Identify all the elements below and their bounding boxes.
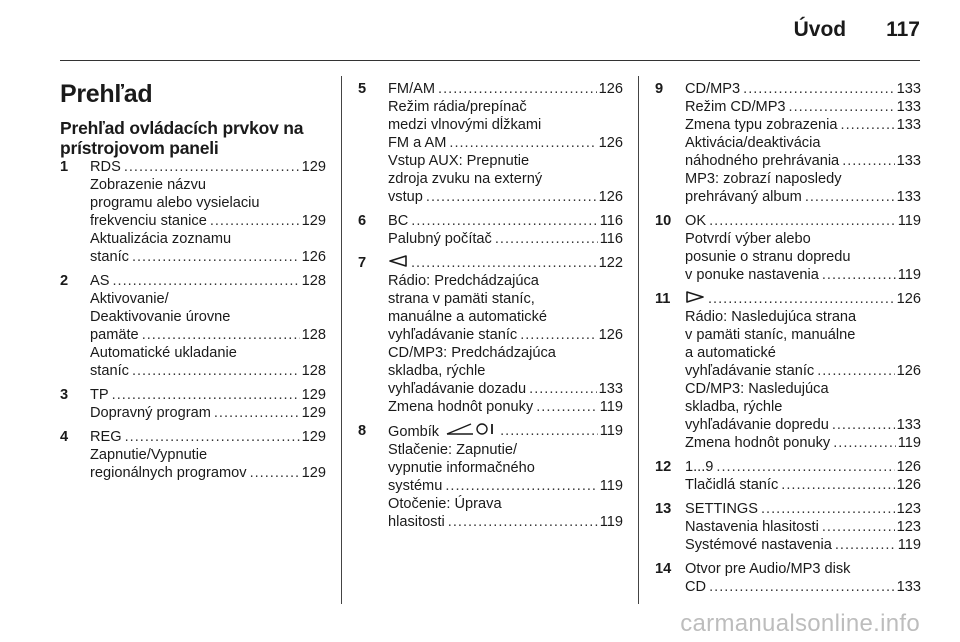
page-reference: 129 [301, 405, 326, 421]
entry-label [685, 434, 833, 452]
page-reference: 126 [896, 291, 921, 307]
toc-line [388, 188, 623, 206]
page-reference: 133 [896, 99, 921, 115]
dot-leader [448, 513, 598, 531]
entry-text: v ponuke nastavenia [685, 267, 819, 283]
entry-text: staníc [90, 249, 129, 265]
toc-line [388, 380, 623, 398]
entry-text: Zmena typu zobrazenia [685, 117, 838, 133]
entry-label [90, 272, 112, 290]
page-reference: 133 [896, 189, 921, 205]
toc-line [90, 272, 326, 290]
dot-leader [112, 272, 299, 290]
toc-line [685, 476, 921, 494]
entry-text: BC [388, 213, 409, 229]
item-lines [90, 272, 326, 380]
description-line: Otvor pre Audio/MP3 disk [685, 561, 851, 577]
item-lines [388, 212, 623, 248]
entry-label [685, 476, 781, 494]
entry-text: REG [90, 429, 122, 445]
next-triangle-icon [685, 290, 705, 308]
entry-label [685, 500, 761, 518]
toc-line [685, 362, 921, 380]
toc-line [90, 326, 326, 344]
dot-leader [743, 80, 895, 98]
description-line: Zapnutie/Vypnutie [90, 447, 208, 463]
list-item [655, 80, 921, 206]
entry-text: vstup [388, 189, 423, 205]
entry-label [388, 380, 529, 398]
dot-leader [716, 458, 894, 476]
dot-leader [822, 266, 896, 284]
column-divider [638, 76, 639, 604]
page-reference: 129 [301, 429, 326, 445]
page-reference: 133 [896, 81, 921, 97]
toc-line [90, 212, 326, 230]
item-lines [685, 560, 921, 596]
entry-label [388, 477, 445, 495]
toc-line [388, 134, 623, 152]
dot-leader [132, 362, 300, 380]
entry-label [685, 116, 841, 134]
page-reference: 128 [301, 363, 326, 379]
item-lines [685, 458, 921, 494]
page-reference: 126 [598, 189, 623, 205]
description-line: Automatické ukladanie [90, 345, 237, 361]
watermark: carmanualsonline.info [680, 610, 920, 637]
description-line: MP3: zobrazí naposledy [685, 171, 842, 187]
entry-label [685, 458, 716, 476]
entry-label [685, 416, 832, 434]
description-line: manuálne a automatické [388, 309, 548, 325]
item-number: 11 [655, 291, 671, 307]
item-number: 12 [655, 459, 672, 475]
entry-label [388, 398, 536, 416]
dot-leader [833, 434, 896, 452]
item-number: 10 [655, 213, 672, 229]
page-reference: 116 [599, 231, 623, 247]
entry-label [90, 248, 132, 266]
dot-leader [832, 416, 895, 434]
list-item [358, 422, 623, 531]
entry-text: systému [388, 478, 443, 494]
dot-leader [841, 116, 895, 134]
dot-leader [708, 290, 895, 308]
entry-text: Dopravný program [90, 405, 211, 421]
description-line: Vstup AUX: Prepnutie [388, 153, 530, 169]
item-lines [90, 158, 326, 266]
description-line: programu alebo vysielaciu [90, 195, 260, 211]
dot-leader [842, 152, 894, 170]
entry-text: vyhľadávanie dopredu [685, 417, 829, 433]
list-item [655, 500, 921, 554]
entry-text: Režim CD/MP3 [685, 99, 786, 115]
dot-leader [709, 578, 895, 596]
page-reference: 119 [897, 435, 921, 451]
dot-leader [426, 188, 597, 206]
item-number: 14 [655, 561, 672, 577]
dot-leader [449, 134, 596, 152]
entry-text: hlasitosti [388, 514, 445, 530]
toc-line [685, 152, 921, 170]
toc-line [685, 416, 921, 434]
entry-label [90, 158, 124, 176]
entry-label [388, 422, 500, 441]
description-line: CD/MP3: Predchádzajúca [388, 345, 556, 361]
page-reference: 126 [896, 477, 921, 493]
entry-text: CD/MP3 [685, 81, 741, 97]
list-item [60, 428, 326, 482]
entry-text: FM a AM [388, 135, 447, 151]
entry-text: pamäte [90, 327, 139, 343]
entry-label [685, 266, 822, 284]
entry-text: Palubný počítač [388, 231, 492, 247]
toc-line [685, 290, 921, 308]
item-number: 13 [655, 501, 672, 517]
item-number: 5 [358, 81, 367, 97]
entry-label [388, 230, 495, 248]
header-page-number: 117 [886, 18, 920, 41]
toc-line [685, 80, 921, 98]
description-line: Potvrdí výber alebo [685, 231, 811, 247]
entry-text: Tlačidlá staníc [685, 477, 779, 493]
dot-leader [817, 362, 894, 380]
page-reference: 126 [598, 81, 623, 97]
entry-label [90, 326, 142, 344]
dot-leader [495, 230, 598, 248]
entry-list [60, 158, 326, 482]
entry-label [685, 188, 805, 206]
entry-text: regionálnych programov [90, 465, 247, 481]
item-number: 1 [60, 159, 69, 175]
toc-line [90, 386, 326, 404]
entry-text: Gombík [388, 423, 440, 440]
list-item [655, 212, 921, 284]
dot-leader [822, 518, 895, 536]
page-header [794, 18, 920, 48]
item-lines [90, 428, 326, 482]
toc-line [90, 158, 326, 176]
page-reference: 119 [897, 537, 921, 553]
column-2 [358, 80, 623, 537]
page-reference: 119 [599, 514, 623, 530]
toc-line [685, 212, 921, 230]
item-lines [388, 254, 623, 416]
dot-leader [835, 536, 896, 554]
entry-text: Nastavenia hlasitosti [685, 519, 819, 535]
dot-leader [761, 500, 895, 518]
toc-line [685, 578, 921, 596]
dot-leader [250, 464, 300, 482]
toc-line [90, 464, 326, 482]
entry-label [685, 80, 743, 98]
toc-line [388, 212, 623, 230]
entry-text: FM/AM [388, 81, 436, 97]
page-reference: 126 [598, 135, 623, 151]
dot-leader [438, 80, 597, 98]
page-reference: 119 [897, 213, 921, 229]
page-reference: 133 [896, 579, 921, 595]
page-reference: 123 [896, 519, 921, 535]
item-number: 7 [358, 255, 367, 271]
toc-line [90, 404, 326, 422]
entry-label [90, 404, 214, 422]
toc-line [388, 477, 623, 495]
item-lines [685, 80, 921, 206]
entry-list [655, 80, 921, 596]
subsection-title-line: Prehľad ovládacích prvkov na [60, 118, 304, 138]
item-number: 3 [60, 387, 69, 403]
entry-text: RDS [90, 159, 121, 175]
list-item [655, 290, 921, 452]
toc-line [685, 116, 921, 134]
subsection-title-line: prístrojovom paneli [60, 138, 219, 158]
dot-leader [445, 477, 597, 495]
toc-line [388, 254, 623, 272]
toc-line [685, 98, 921, 116]
description-line: skladba, rýchle [685, 399, 783, 415]
page-reference: 133 [896, 153, 921, 169]
description-line: zdroja zvuku na externý [388, 171, 543, 187]
description-line: Otočenie: Úprava [388, 496, 502, 512]
dot-leader [709, 212, 896, 230]
dot-leader [124, 158, 300, 176]
column-3 [655, 80, 921, 602]
description-line: Stlačenie: Zapnutie/ [388, 442, 517, 458]
description-line: medzi vlnovými dĺžkami [388, 117, 542, 133]
page-reference: 119 [599, 423, 623, 439]
page-reference: 133 [896, 417, 921, 433]
dot-leader [411, 212, 597, 230]
entry-text: TP [90, 387, 109, 403]
description-line: v pamäti staníc, manuálne [685, 327, 856, 343]
list-item [60, 386, 326, 422]
toc-line [388, 398, 623, 416]
entry-label [388, 188, 426, 206]
page-reference: 119 [897, 267, 921, 283]
entry-text: OK [685, 213, 707, 229]
entry-text: Zmena hodnôt ponuky [388, 399, 534, 415]
item-number: 9 [655, 81, 664, 97]
description-line: Zobrazenie názvu [90, 177, 207, 193]
page-reference: 119 [599, 399, 623, 415]
column-1 [60, 80, 326, 488]
toc-line [685, 500, 921, 518]
toc-line [90, 428, 326, 446]
entry-text: Zmena hodnôt ponuky [685, 435, 831, 451]
description-line: skladba, rýchle [388, 363, 486, 379]
entry-text: staníc [90, 363, 129, 379]
description-line: CD/MP3: Nasledujúca [685, 381, 829, 397]
toc-line [685, 518, 921, 536]
item-lines [685, 500, 921, 554]
dot-leader [411, 254, 597, 272]
entry-label [685, 536, 835, 554]
toc-line [685, 188, 921, 206]
item-lines [388, 80, 623, 206]
page-reference: 122 [598, 255, 623, 271]
page-reference: 133 [598, 381, 623, 397]
item-lines [685, 290, 921, 452]
page-reference: 123 [896, 501, 921, 517]
entry-label [685, 152, 842, 170]
description-line: a automatické [685, 345, 776, 361]
toc-line [388, 513, 623, 531]
dot-leader [789, 98, 895, 116]
entry-label [90, 464, 250, 482]
dot-leader [142, 326, 300, 344]
page-reference: 126 [301, 249, 326, 265]
header-title: Úvod [793, 18, 847, 41]
page-reference: 126 [896, 459, 921, 475]
toc-line [90, 362, 326, 380]
entry-text: 1...9 [685, 459, 714, 475]
entry-list [358, 80, 623, 531]
dot-leader [132, 248, 300, 266]
dot-leader [805, 188, 895, 206]
entry-label [685, 362, 817, 380]
page-reference: 128 [301, 273, 326, 289]
item-number: 2 [60, 273, 69, 289]
prev-triangle-icon [388, 254, 408, 272]
description-line: Aktualizácia zoznamu [90, 231, 232, 247]
item-number: 6 [358, 213, 367, 229]
description-line: vypnutie informačného [388, 460, 535, 476]
entry-label [90, 362, 132, 380]
page-reference: 126 [896, 363, 921, 379]
toc-line [685, 434, 921, 452]
page-reference: 128 [301, 327, 326, 343]
description-line: Režim rádia/prepínač [388, 99, 527, 115]
item-number: 4 [60, 429, 69, 445]
entry-label [388, 254, 411, 272]
list-item [358, 212, 623, 248]
toc-line [685, 458, 921, 476]
entry-label [388, 212, 411, 230]
entry-label [90, 212, 210, 230]
list-item [655, 560, 921, 596]
toc-line [685, 266, 921, 284]
toc-line [388, 230, 623, 248]
description-line: strana v pamäti staníc, [388, 291, 535, 307]
entry-text: CD [685, 579, 707, 595]
entry-text: vyhľadávanie staníc [685, 363, 815, 379]
page-reference: 129 [301, 465, 326, 481]
entry-text: Systémové nastavenia [685, 537, 832, 553]
page-reference: 129 [301, 213, 326, 229]
entry-label [90, 428, 125, 446]
page-reference: 126 [598, 327, 623, 343]
entry-label [685, 518, 822, 536]
dot-leader [112, 386, 300, 404]
dot-leader [125, 428, 300, 446]
page-reference: 119 [599, 478, 623, 494]
entry-label [685, 290, 708, 308]
list-item [358, 80, 623, 206]
entry-label [388, 80, 438, 98]
toc-line [388, 326, 623, 344]
description-line: Deaktivovanie úrovne [90, 309, 231, 325]
list-item [655, 458, 921, 494]
entry-text: náhodného prehrávania [685, 153, 840, 169]
entry-text: vyhľadávanie staníc [388, 327, 518, 343]
page-reference: 129 [301, 159, 326, 175]
entry-label [685, 98, 789, 116]
toc-line [388, 422, 623, 441]
description-line: Aktivácia/deaktivácia [685, 135, 821, 151]
toc-line [685, 536, 921, 554]
entry-text: prehrávaný album [685, 189, 802, 205]
column-divider [341, 76, 342, 604]
dot-leader [520, 326, 596, 344]
dot-leader [210, 212, 300, 230]
description-line: Rádio: Predchádzajúca [388, 273, 539, 289]
list-item [60, 272, 326, 380]
toc-line [388, 80, 623, 98]
list-item [358, 254, 623, 416]
entry-text: AS [90, 273, 110, 289]
toc-line [90, 248, 326, 266]
entry-label [685, 578, 709, 596]
entry-text: vyhľadávanie dozadu [388, 381, 527, 397]
entry-label [388, 326, 520, 344]
volume-power-icon [445, 422, 497, 441]
item-number: 8 [358, 423, 367, 439]
entry-label [388, 513, 448, 531]
dot-leader [214, 404, 300, 422]
item-lines [388, 422, 623, 531]
entry-label [388, 134, 449, 152]
dot-leader [781, 476, 894, 494]
dot-leader [500, 422, 598, 441]
item-lines [90, 386, 326, 422]
dot-leader [536, 398, 598, 416]
item-lines [685, 212, 921, 284]
entry-label [90, 386, 112, 404]
list-item [60, 158, 326, 266]
page-reference: 129 [301, 387, 326, 403]
section-title: Prehľad [60, 80, 153, 108]
entry-label [685, 212, 709, 230]
description-line: Aktivovanie/ [90, 291, 169, 307]
dot-leader [529, 380, 597, 398]
entry-text: SETTINGS [685, 501, 758, 517]
header-rule [60, 60, 920, 61]
subsection-title [60, 118, 326, 158]
description-line: Rádio: Nasledujúca strana [685, 309, 857, 325]
description-line: posunie o stranu dopredu [685, 249, 851, 265]
page-reference: 116 [599, 213, 623, 229]
page-reference: 133 [896, 117, 921, 133]
entry-text: frekvenciu stanice [90, 213, 207, 229]
